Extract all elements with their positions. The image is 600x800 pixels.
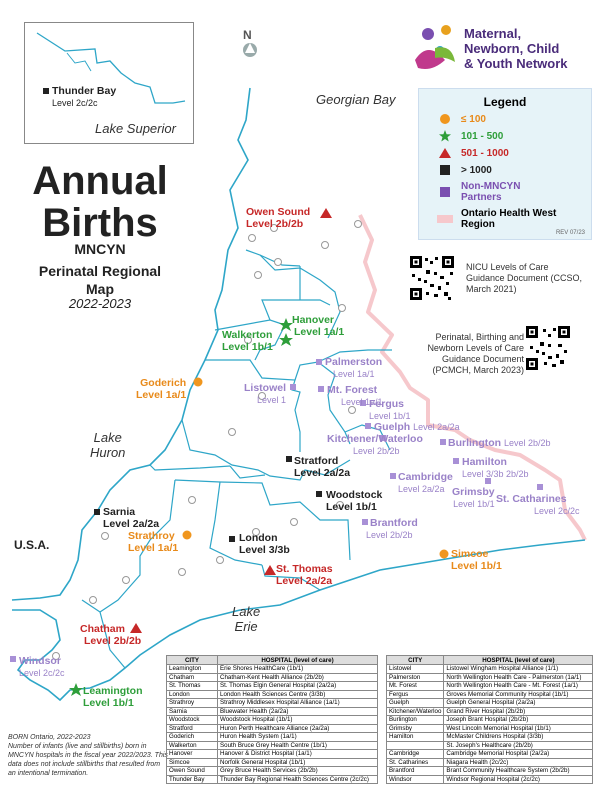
georgian-bay-label: Georgian Bay (316, 92, 396, 107)
table-row (387, 716, 593, 725)
table-cell-city: London (167, 690, 218, 699)
thunder-bay-inset (24, 22, 194, 144)
table-cell-hospital: South Bruce Grey Health Centre (1b/1) (218, 741, 378, 750)
legend-item: 501 - 1000 (437, 146, 591, 160)
legend-title: Legend (483, 95, 527, 109)
table-cell-city: Leamington (167, 665, 218, 674)
table-row (167, 775, 378, 784)
site-label-hanover: Hanover Level 1a/1 (292, 314, 345, 338)
table-row (387, 690, 593, 699)
walkerton-symbol (279, 333, 293, 346)
table-cell-city: Guelph (387, 699, 444, 708)
table-cell-city (387, 741, 444, 750)
table-cell-hospital: Cambridge Memorial Hospital (2a/2a) (444, 750, 593, 759)
qr-code-icon[interactable] (410, 256, 454, 300)
table-cell-city: Woodstock (167, 716, 218, 725)
site-label-brantford: Brantford Level 2b/2b (366, 517, 418, 540)
qr-code-icon[interactable] (526, 326, 570, 370)
table-row (167, 699, 378, 708)
table-cell-hospital: Woodstock Hospital (1b/1) (218, 716, 378, 725)
table-cell-hospital: Niagara Health (2c/2c) (444, 758, 593, 767)
table-row (387, 699, 593, 708)
table-row (167, 733, 378, 742)
table-cell-city: Fergus (387, 690, 444, 699)
triangle-icon (437, 147, 453, 159)
stratford-symbol (286, 456, 292, 462)
table-cell-city: Grimsby (387, 724, 444, 733)
table-cell-city: Listowel (387, 665, 444, 674)
goderich-symbol (194, 378, 203, 387)
guelph-symbol (365, 423, 371, 429)
site-label-burlington: Burlington Level 2b/2b (448, 437, 551, 449)
table-row (167, 758, 378, 767)
table-row (167, 750, 378, 759)
table-cell-hospital: St. Thomas Elgin General Hospital (2a/2a) (218, 682, 378, 691)
leamington-symbol (69, 683, 83, 696)
table-cell-hospital: St. Joseph's Healthcare (2b/2b) (444, 741, 593, 750)
table-cell-city: St. Catharines (387, 758, 444, 767)
table-header-hospital: HOSPITAL (level of care) (444, 656, 593, 665)
north-label: N (243, 28, 252, 42)
cambridge-symbol (390, 473, 396, 479)
table-row (167, 690, 378, 699)
table-cell-city: Goderich (167, 733, 218, 742)
legend-item: Ontario Health West Region (437, 207, 591, 231)
table-cell-city: Walkerton (167, 741, 218, 750)
strathroy-symbol (183, 531, 192, 540)
table-cell-hospital: Thunder Bay Regional Health Sciences Centre (2c/2c) (218, 775, 378, 784)
footnote: BORN Ontario, 2022-2023 Number of infants (live and stillbirths) born in MNCYN hospitals in the fiscal year 2022/2023. This data does not include stillbirths that resulted from an intentional termination. (8, 734, 168, 777)
table-row (167, 682, 378, 691)
legend-item: Non-MNCYN Partners (437, 180, 591, 204)
table-cell-city: Cambridge (387, 750, 444, 759)
site-label-st-catharines: St. Catharines Level 2c/2c (496, 493, 580, 516)
table-cell-hospital: Strathroy Middlesex Hospital Alliance (1a/1) (218, 699, 378, 708)
table-cell-hospital: Brant Community Healthcare System (2b/2b) (444, 767, 593, 776)
table-cell-hospital: West Lincoln Memorial Hospital (1b/1) (444, 724, 593, 733)
site-label-walkerton: Walkerton Level 1b/1 (222, 329, 273, 353)
table-cell-hospital: Grand River Hospital (2b/2b) (444, 707, 593, 716)
table-cell-hospital: Erie Shores HealthCare (1b/1) (218, 665, 378, 674)
table-row (167, 767, 378, 776)
legend-item: 101 - 500 (437, 129, 591, 143)
table-cell-hospital: Huron Perth Healthcare Alliance (2a/2a) (218, 724, 378, 733)
table-header-city: CITY (387, 656, 444, 665)
listowel-symbol (290, 384, 296, 390)
table-row (167, 673, 378, 682)
table-cell-city: Stratford (167, 724, 218, 733)
site-label-chatham: Chatham Level 2b/2b (80, 623, 142, 647)
table-cell-city: Thunder Bay (167, 775, 218, 784)
fiscal-year: 2022-2023 (68, 296, 132, 311)
table-row (387, 775, 593, 784)
windsor-symbol (10, 656, 16, 662)
london-symbol (229, 536, 235, 542)
table-cell-city: Chatham (167, 673, 218, 682)
table-cell-hospital: Joseph Brant Hospital (2b/2b) (444, 716, 593, 725)
site-label-cambridge: Cambridge Level 2a/2a (398, 471, 453, 494)
table-cell-hospital: Grey Bruce Health Services (2b/2b) (218, 767, 378, 776)
hospital-table-right (386, 655, 593, 784)
table-cell-hospital: Listowel Wingham Hospital Alliance (1/1) (444, 665, 593, 674)
site-label-fergus: Fergus Level 1b/1 (369, 398, 411, 421)
table-cell-city: Strathroy (167, 699, 218, 708)
table-row (387, 758, 593, 767)
site-label-goderich: Goderich Level 1a/1 (136, 377, 187, 401)
table-row (387, 741, 593, 750)
table-row (387, 750, 593, 759)
logo-graphic (415, 25, 455, 69)
simcoe-symbol (440, 550, 449, 559)
table-cell-city: Simcoe (167, 758, 218, 767)
brantford-symbol (362, 519, 368, 525)
table-row (387, 733, 593, 742)
site-label-guelph: Guelph Level 2a/2a (374, 421, 460, 433)
burlington-symbol (440, 439, 446, 445)
site-label-st-thomas: St. Thomas Level 2a/2a (276, 563, 333, 587)
purple-square-icon (437, 186, 453, 198)
site-label-owen-sound: Owen Sound Level 2b/2b (246, 206, 311, 230)
table-cell-city: Kitchener/Waterloo (387, 707, 444, 716)
table-cell-city: Burlington (387, 716, 444, 725)
owen-sound-symbol (320, 208, 332, 218)
table-cell-city: Windsor (387, 775, 444, 784)
page-subtitle: MNCYN Perinatal Regional Map (38, 241, 162, 297)
lake-huron-label: Lake Huron (90, 430, 126, 460)
palmerston-symbol (316, 359, 322, 365)
table-row (167, 716, 378, 725)
table-row (387, 665, 593, 674)
table-cell-city: St. Thomas (167, 682, 218, 691)
nicu-doc-reference: NICU Levels of Care Guidance Document (CCSO, March 2021) (466, 262, 583, 294)
site-label-leamington: Leamington Level 1b/1 (83, 685, 143, 709)
site-label-listowel: Listowel Level 1 (244, 382, 287, 405)
table-cell-hospital: Hanover & District Hospital (1a/1) (218, 750, 378, 759)
table-cell-city: Owen Sound (167, 767, 218, 776)
site-label-kitchener-waterloo: Kitchener/Waterloo Level 2b/2b (327, 433, 423, 456)
table-row (167, 724, 378, 733)
table-row (387, 682, 593, 691)
site-label-grimsby: Grimsby Level 1b/1 (452, 486, 495, 509)
perinatal-doc-reference: Perinatal, Birthing and Newborn Levels of Care Guidance Document (PCMCH, March 2023) (427, 332, 524, 375)
lake-superior-label: Lake Superior (95, 121, 176, 136)
sarnia-symbol (94, 509, 100, 515)
table-row (167, 665, 378, 674)
pink-bar-icon (437, 213, 453, 225)
table-cell-city: Hanover (167, 750, 218, 759)
table-cell-city: Hamilton (387, 733, 444, 742)
star-icon (437, 130, 453, 142)
table-cell-hospital: London Health Sciences Centre (3/3b) (218, 690, 378, 699)
table-cell-city: Brantford (387, 767, 444, 776)
table-cell-hospital: Chatham-Kent Health Alliance (2b/2b) (218, 673, 378, 682)
legend-item: ≤ 100 (437, 112, 591, 126)
usa-label: U.S.A. (14, 538, 50, 552)
table-cell-city: Sarnia (167, 707, 218, 716)
table-cell-hospital: Huron Health System (1a/1) (218, 733, 378, 742)
table-cell-hospital: North Wellington Health Care - Palmerston (1a/1) (444, 673, 593, 682)
hamilton-symbol (453, 458, 459, 464)
site-label-thunder-bay: Thunder Bay Level 2c/2c (43, 85, 116, 109)
st-catharines-symbol (537, 484, 543, 490)
table-header-city: CITY (167, 656, 218, 665)
table-cell-city: Palmerston (387, 673, 444, 682)
site-label-stratford: Stratford Level 2a/2a (294, 455, 351, 479)
table-row (167, 707, 378, 716)
site-label-hamilton: Hamilton Level 3/3b 2b/2b (462, 456, 529, 479)
table-row (387, 767, 593, 776)
legend: Legend ≤ 100 101 - 500 501 - 1000 > 1000 Non-MNCYN Partners Ontario Health West Region REV 07/23 (418, 88, 592, 240)
table-cell-hospital: McMaster Childrens Hospital (3/3b) (444, 733, 593, 742)
north-arrow (243, 43, 257, 57)
table-cell-city: Mt. Forest (387, 682, 444, 691)
table-cell-hospital: Bluewater Health (2a/2a) (218, 707, 378, 716)
table-row (167, 741, 378, 750)
site-label-windsor: Windsor Level 2c/2c (19, 655, 65, 678)
table-row (387, 673, 593, 682)
site-label-woodstock: Woodstock Level 1b/1 (326, 489, 383, 513)
table-cell-hospital: Groves Memorial Community Hospital (1b/1) (444, 690, 593, 699)
site-label-strathroy: Strathroy Level 1a/1 (128, 530, 179, 554)
site-label-mt-forest: Mt. Forest Level 1a/1 (327, 384, 383, 407)
table-row (387, 724, 593, 733)
hanover-symbol (279, 318, 293, 331)
square-icon (437, 164, 453, 176)
lake-erie-label: Lake Erie (232, 604, 261, 634)
woodstock-symbol (316, 491, 322, 497)
circle-icon (437, 113, 453, 125)
st-thomas-symbol (264, 565, 276, 575)
page-title: Annual Births (32, 159, 168, 245)
hospital-table-left (166, 655, 378, 784)
site-label-simcoe: Simcoe Level 1b/1 (451, 548, 502, 572)
mt-forest-symbol (318, 386, 324, 392)
table-cell-hospital: Guelph General Hospital (2a/2a) (444, 699, 593, 708)
table-cell-hospital: Windsor Regional Hospital (2c/2c) (444, 775, 593, 784)
table-header-hospital: HOSPITAL (level of care) (218, 656, 378, 665)
table-row (387, 707, 593, 716)
site-label-london: London Level 3/3b (239, 532, 290, 556)
site-label-palmerston: Palmerston Level 1a/1 (325, 356, 383, 379)
legend-item: > 1000 (437, 163, 591, 177)
site-label-sarnia: Sarnia Level 2a/2a (103, 506, 160, 530)
mncyn-logo-text: Maternal, Newborn, Child & Youth Network (464, 26, 568, 71)
table-cell-hospital: North Wellington Health Care - Mt. Forest (1a/1) (444, 682, 593, 691)
table-cell-hospital: Norfolk General Hospital (1b/1) (218, 758, 378, 767)
